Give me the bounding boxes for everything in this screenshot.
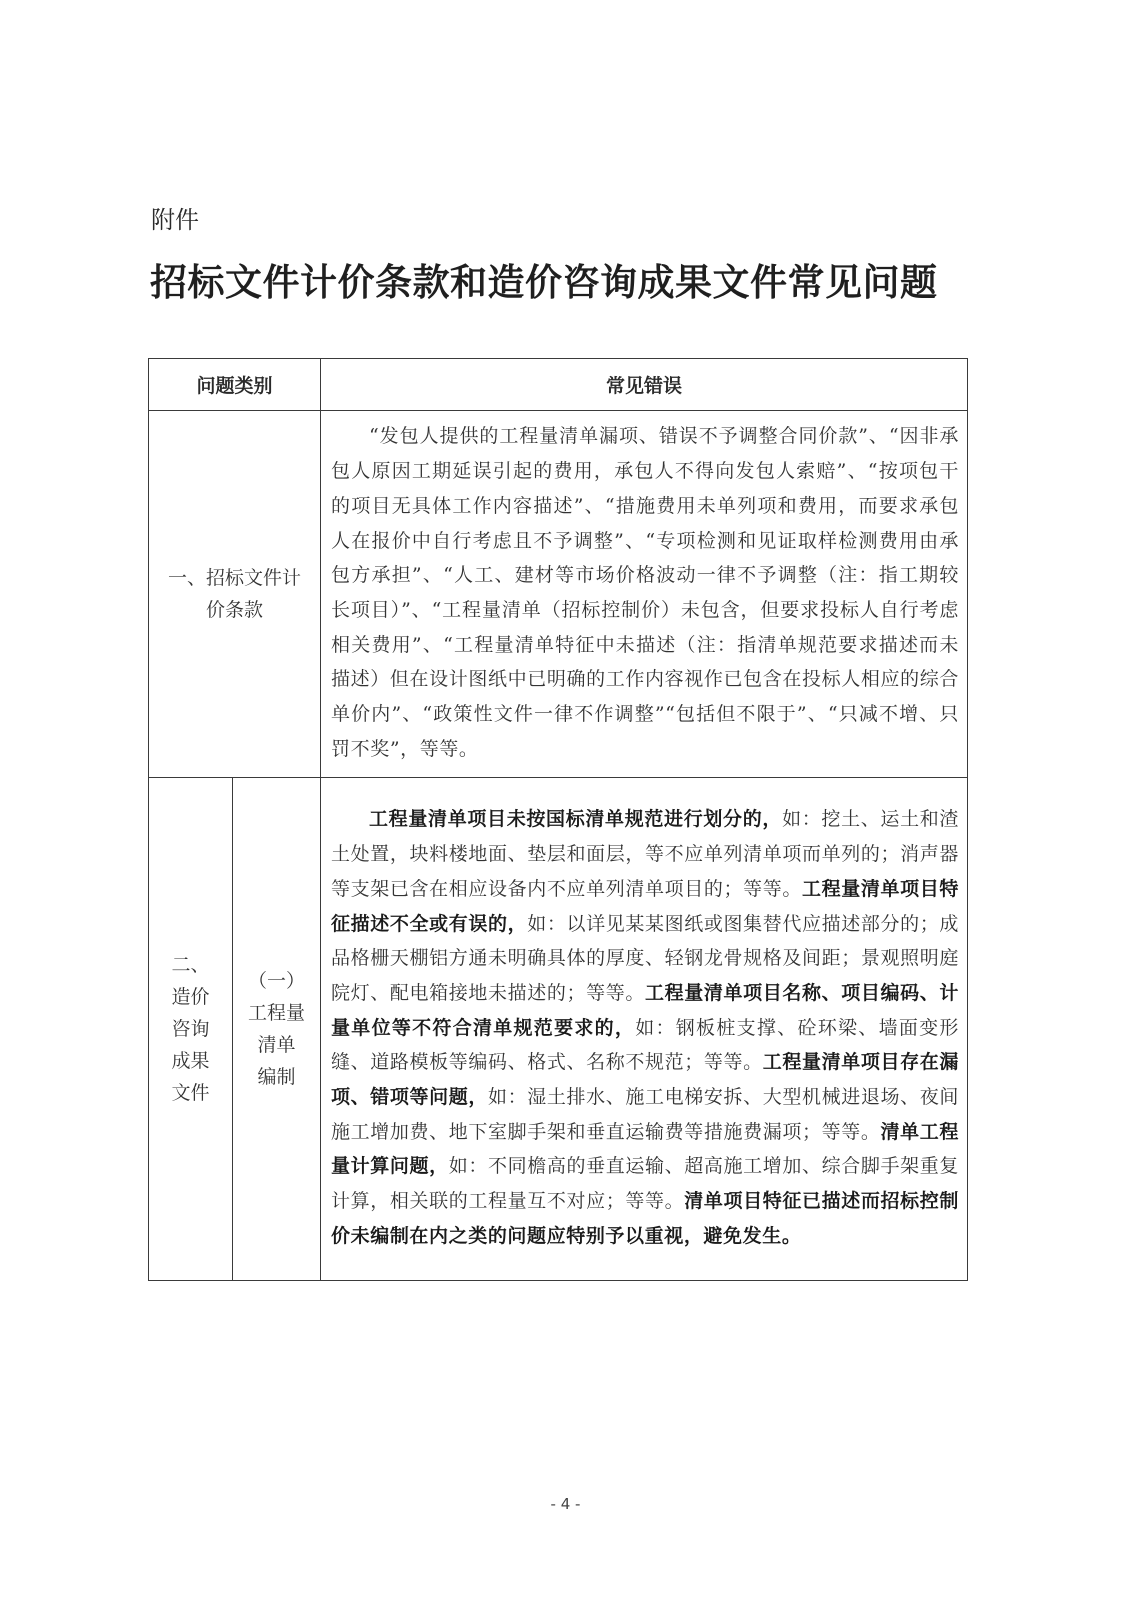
table-header-row xyxy=(149,359,968,411)
page-number: - 4 - xyxy=(550,1495,581,1513)
text-segment: 如：挖土、运土和渣土处置，块料楼地面、垫层和面层，等不应单列清单项而单列的；消声器等支架已含在相应设备内不应单列清单项目的；等等。 xyxy=(331,808,960,900)
category-cell xyxy=(149,411,321,778)
category-label: 一、招标文件计 价条款 xyxy=(168,567,302,621)
text-segment: 如：不同檐高的垂直运输、超高施工增加、综合脚手架重复计算，相关联的工程量互不对应；等等。 xyxy=(331,1155,960,1213)
content-text xyxy=(331,802,959,1253)
bold-segment: 清单工程量计算问题， xyxy=(331,1120,960,1178)
table-row xyxy=(149,411,968,778)
bold-segment: 工程量清单项目特征描述不全或有误的， xyxy=(331,877,960,935)
text-segment: 如：以详见某某图纸或图集替代应描述部分的；成品格栅天棚铝方通未明确具体的厚度、轻钢龙骨规格及间距；景观照明庭院灯、配电箱接地未描述的；等等。 xyxy=(331,912,960,1004)
bold-segment: 清单项目特征已描述而招标控制价未编制在内之类的问题应特别予以重视，避免发生。 xyxy=(331,1190,960,1247)
text-segment: 如：钢板桩支撑、砼环梁、墙面变形缝、道路模板等编码、格式、名称不规范；等等。 xyxy=(331,1016,960,1074)
bold-segment: 工程量清单项目未按国标清单规范进行划分的， xyxy=(369,808,783,831)
category-cell xyxy=(149,778,233,1281)
content-text: “发包人提供的工程量清单漏项、错误不予调整合同价款”、“因非承包人原因工期延误引起的费用，承包人不得向发包人索赔”、“按项包干的项目无具体工作内容描述”、“措施费用未单列项和费用，而要求承包人在报价中自行考虑且不予调整”、“专项检测和见证取样检测费用由承包方承担”、“人工、建材等市场价格波动一律不予调整（注：指工期较长项目）”、“工程量清单（招标控制价）未包含，但要求投标人自行考虑相关费用”、“工程量清单特征中未描述（注：指清单规范要求描述而未描述）但在设计图纸中已明确的工作内容视作已包含在投标人相应的综合单价内”、“政策性文件一律不作调整”“包括但不限于”、“只减不增、只罚不奖”，等等。 xyxy=(331,425,960,760)
bold-segment: 工程量清单项目存在漏项、错项等问题， xyxy=(331,1051,960,1109)
subcategory-cell xyxy=(233,778,321,1281)
attachment-label: 附件 xyxy=(151,206,199,234)
content-cell xyxy=(321,778,968,1281)
common-problems-table xyxy=(148,358,968,1281)
document-title: 招标文件计价条款和造价咨询成果文件常见问题 xyxy=(150,260,938,304)
content-cell xyxy=(321,411,968,778)
text-segment: 如：湿土排水、施工电梯安拆、大型机械进退场、夜间施工增加费、地下室脚手架和垂直运输费等措施费漏项；等等。 xyxy=(331,1086,960,1143)
category-label: 二、 造价 咨询 成果 文件 xyxy=(171,954,210,1104)
header-common-errors: 常见错误 xyxy=(321,359,968,411)
bold-segment: 工程量清单项目名称、项目编码、计量单位等不符合清单规范要求的， xyxy=(331,981,960,1039)
table-row xyxy=(149,778,968,1281)
subcategory-label: （一） 工程量 清单 编制 xyxy=(248,970,306,1088)
header-problem-category: 问题类别 xyxy=(149,359,321,411)
